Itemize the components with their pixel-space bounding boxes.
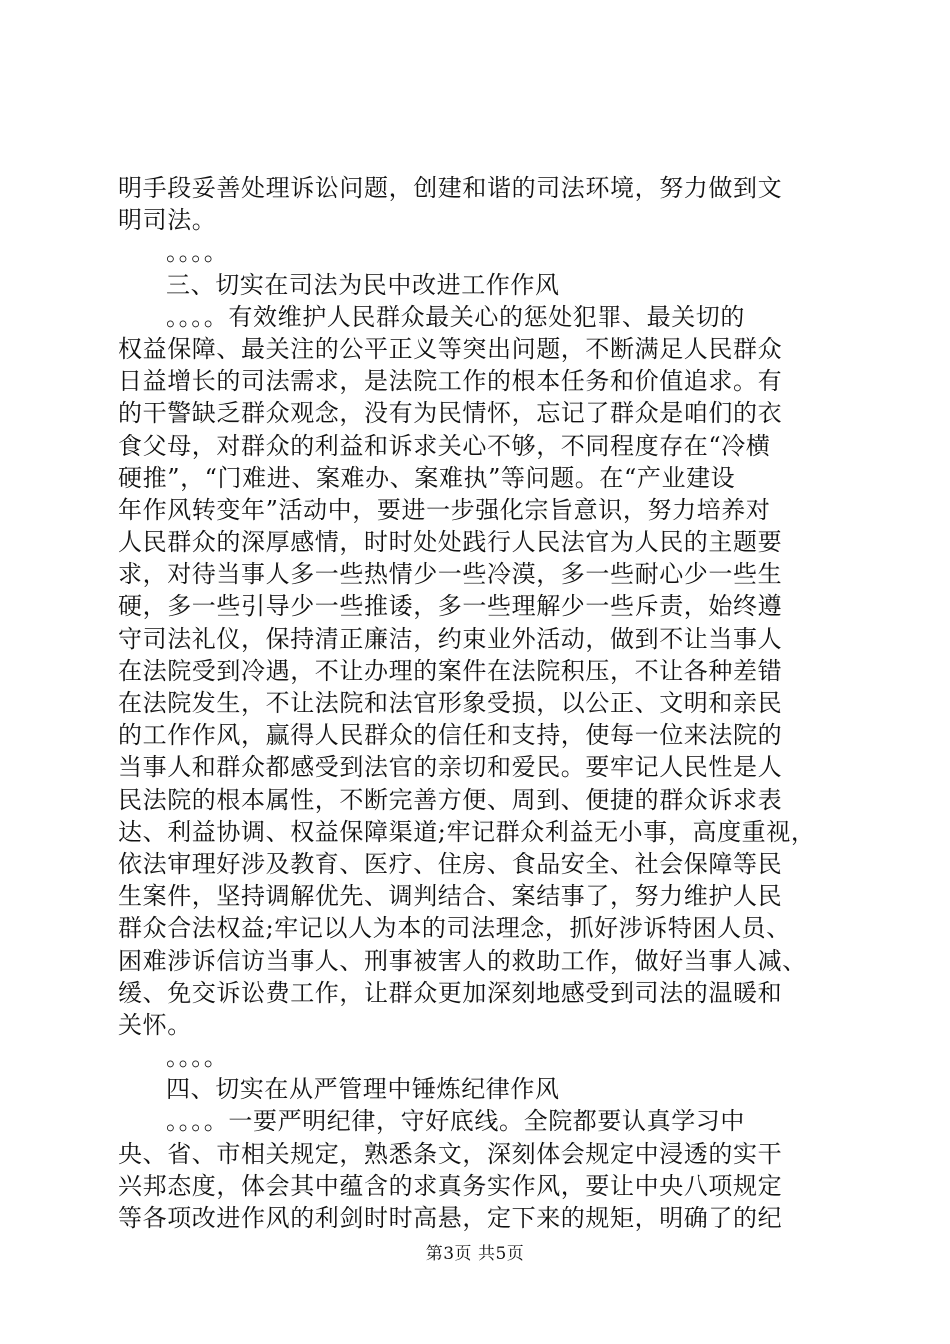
text-line: 日益增长的司法需求，是法院工作的根本任务和价值追求。有 bbox=[118, 367, 783, 396]
text-line: 缓、免交诉讼费工作，让群众更加深刻地感受到司法的温暖和 bbox=[118, 978, 783, 1007]
text-line: 明手段妥善处理诉讼问题，创建和谐的司法环境，努力做到文 bbox=[118, 174, 783, 202]
text-line: 在法院受到冷遇，不让办理的案件在法院积压，不让各种差错 bbox=[118, 656, 783, 685]
page-footer: 第3页 共5页 bbox=[425, 1244, 525, 1264]
text-line: 。。。。有效维护人民群众最关心的惩处犯罪、最关切的 bbox=[166, 302, 745, 331]
text-line: 权益保障、最关注的公平正义等突出问题，不断满足人民群众 bbox=[118, 334, 783, 363]
text-line: 明司法。 bbox=[118, 206, 217, 235]
text-line: 。。。。一要严明纪律，守好底线。全院都要认真学习中 bbox=[166, 1107, 745, 1136]
text-line: 等各项改进作风的利剑时时高悬，定下来的规矩，明确了的纪 bbox=[118, 1204, 783, 1232]
text-line: 民法院的根本属性，不断完善方便、周到、便捷的群众诉求表 bbox=[118, 785, 783, 814]
text-line: 兴邦态度，体会其中蕴含的求真务实作风，要让中央八项规定 bbox=[118, 1171, 783, 1200]
text-line: 。。。。 bbox=[166, 1043, 229, 1072]
text-line: 守司法礼仪，保持清正廉洁，约束业外活动，做到不让当事人 bbox=[118, 624, 783, 653]
text-line: 的工作作风，赢得人民群众的信任和支持，使每一位来法院的 bbox=[118, 721, 783, 750]
text-line: 当事人和群众都感受到法官的亲切和爱民。要牢记人民性是人 bbox=[118, 753, 783, 782]
text-line: 人民群众的深厚感情，时时处处践行人民法官为人民的主题要 bbox=[118, 528, 783, 557]
text-line: 困难涉诉信访当事人、刑事被害人的救助工作，做好当事人减、 bbox=[118, 946, 807, 975]
text-line: 三、切实在司法为民中改进工作作风 bbox=[166, 270, 560, 299]
text-line: 的干警缺乏群众观念，没有为民情怀，忘记了群众是咱们的衣 bbox=[118, 399, 783, 428]
text-line: 关怀。 bbox=[118, 1010, 192, 1039]
text-line: 硬，多一些引导少一些推诿，多一些理解少一些斥责，始终遵 bbox=[118, 592, 783, 621]
document-body bbox=[118, 172, 838, 1234]
text-line: 。。。。 bbox=[166, 238, 229, 267]
text-line: 依法审理好涉及教育、医疗、住房、食品安全、社会保障等民 bbox=[118, 849, 783, 878]
text-line: 达、利益协调、权益保障渠道;牢记群众利益无小事，高度重视， bbox=[118, 817, 816, 846]
text-line: 食父母，对群众的利益和诉求关心不够，不同程度存在“冷横 bbox=[118, 431, 771, 460]
text-line: 硬推”，“门难进、案难办、案难执”等问题。在“产业建设 bbox=[118, 463, 736, 492]
text-line: 四、切实在从严管理中锤炼纪律作风 bbox=[166, 1075, 560, 1104]
text-line: 年作风转变年”活动中，要进一步强化宗旨意识，努力培养对 bbox=[118, 495, 771, 524]
text-line: 生案件，坚持调解优先、调判结合、案结事了，努力维护人民 bbox=[118, 882, 783, 911]
text-line: 求，对待当事人多一些热情少一些冷漠，多一些耐心少一些生 bbox=[118, 560, 783, 589]
text-line: 在法院发生，不让法院和法官形象受损，以公正、文明和亲民 bbox=[118, 689, 783, 717]
text-line: 央、省、市相关规定，熟悉条文，深刻体会规定中浸透的实干 bbox=[118, 1139, 783, 1168]
text-line: 群众合法权益;牢记以人为本的司法理念，抓好涉诉特困人员、 bbox=[118, 914, 791, 943]
